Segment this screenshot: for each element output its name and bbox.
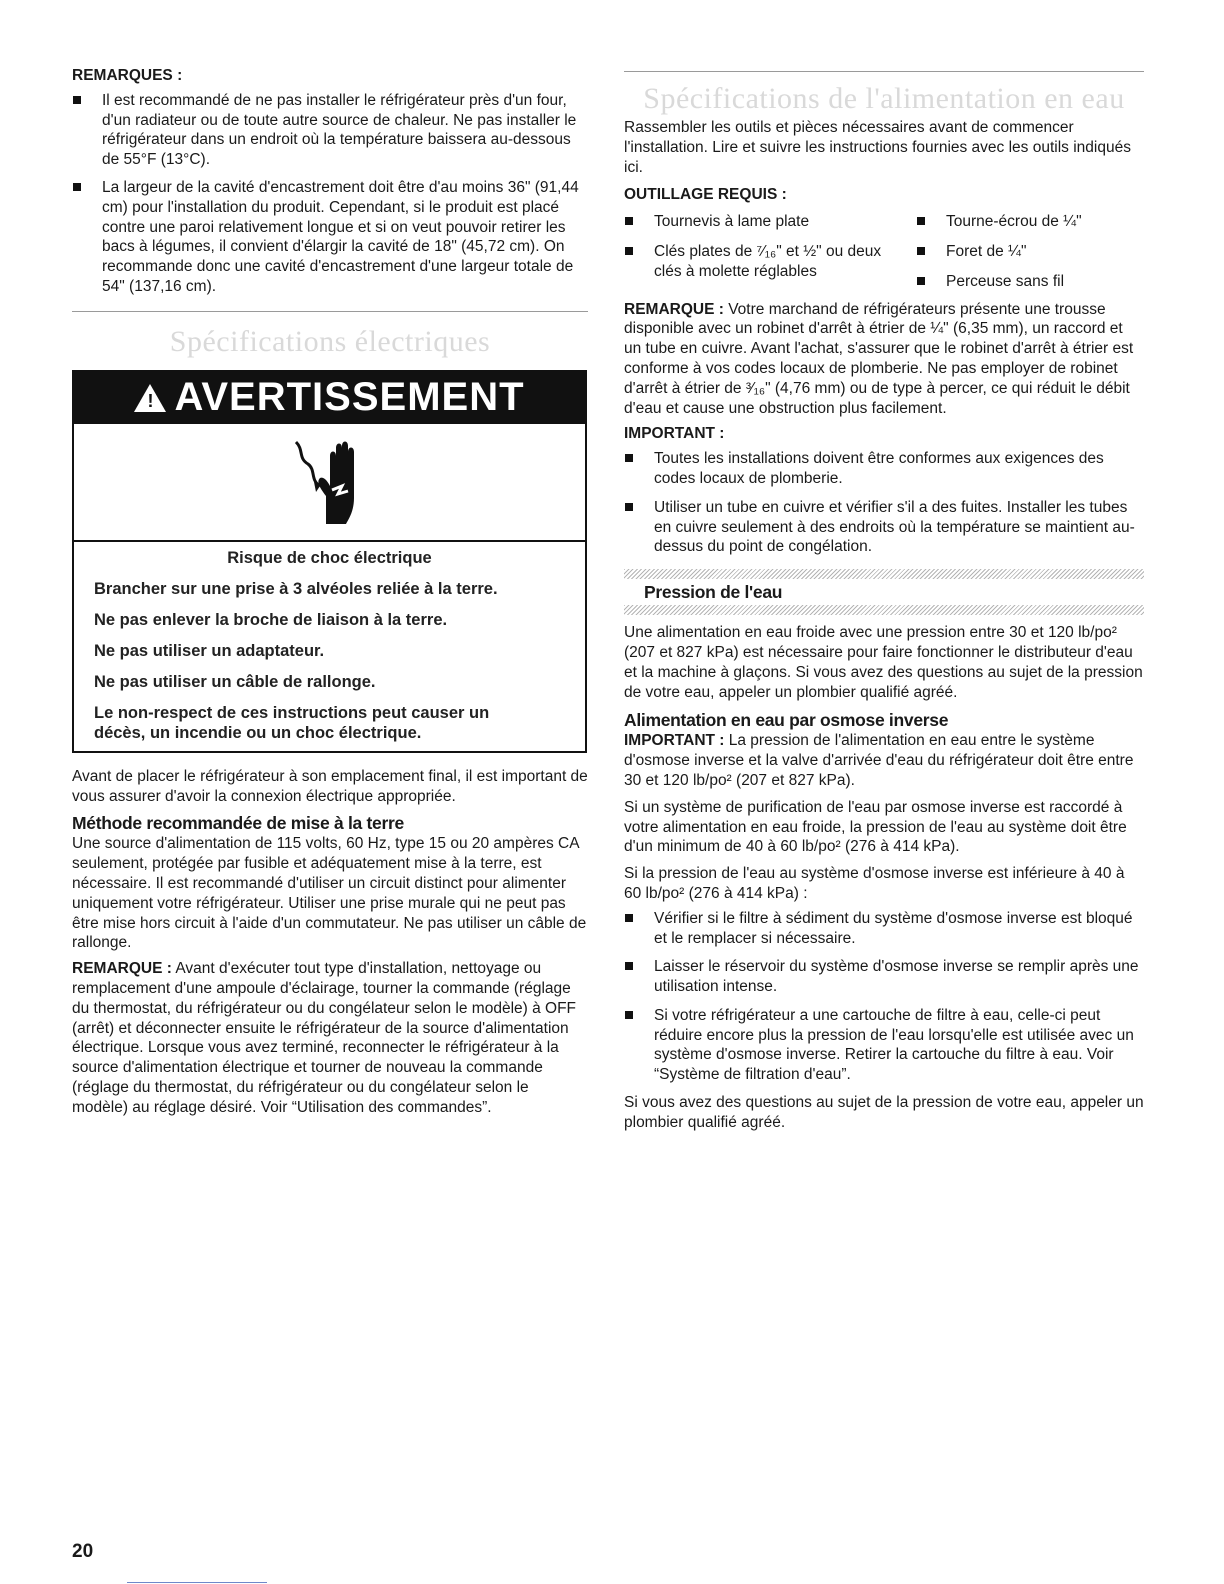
- water-intro-paragraph: Rassembler les outils et pièces nécessaires avant de commencer l'installation. Lire et suivre les instructions fournies avec les outils indiqués ici.: [624, 119, 1131, 176]
- section-title-water: Spécifications de l'alimentation en eau: [643, 82, 1125, 115]
- electric-shock-hand-icon: [74, 424, 585, 542]
- osmosis-heading: Alimentation en eau par osmose inverse: [624, 710, 949, 731]
- warning-line: Ne pas enlever la broche de liaison à la terre.: [94, 610, 448, 629]
- list-item: Il est recommandé de ne pas installer le réfrigérateur près d'un four, d'un radiateur ou de toute autre source de chaleur. Ne pas installer le réfrigérateur dans un endroit où la température baissera au-dessous de 55°F (13°C).: [72, 91, 588, 170]
- warning-triangle-icon: !: [134, 384, 166, 412]
- list-item: Clés plates de ⁷⁄₁₆" et ½" ou deux clés à molette réglables: [624, 242, 886, 282]
- note-paragraph: REMARQUE : Avant d'exécuter tout type d'installation, nettoyage ou remplacement d'une ampoule d'éclairage, tourner la commande (réglage du thermostat, du réfrigérateur ou du congélateur selon le modèle) à OFF (arrêt) et déconnecter ensuite le réfrigérateur de la source d'alimentation électrique. Lorsque vous avez terminé, reconnecter le réfrigérateur à la source d'alimentation électrique et tourner de nouveau la commande (réglage du thermostat, du réfrigérateur ou du congélateur selon le modèle) au réglage désiré. Voir “Utilisation des commandes”.: [72, 960, 577, 1116]
- list-item: Toutes les installations doivent être conformes aux exigences des codes locaux de plomberie.: [624, 449, 1144, 489]
- hatch-divider: [624, 605, 1144, 615]
- list-item: Si votre réfrigérateur a une cartouche de filtre à eau, celle-ci peut réduire encore plus la pression de l'eau lorsqu'elle est utilisée avec un système d'osmose inverse. Retirer la cartouche du filtre à eau. Voir “Système de filtration d'eau”.: [624, 1006, 1144, 1085]
- risk-title: Risque de choc électrique: [227, 548, 432, 567]
- osmosis-list: [624, 909, 1144, 1085]
- remarques-list: [72, 91, 588, 297]
- right-column: [624, 0, 1144, 1133]
- list-item: La largeur de la cavité d'encastrement doit être d'au moins 36" (91,44 cm) pour l'installation du produit. Cependant, si le produit est placé contre une paroi relativement longue et si on veut pouvoir retirer les bacs à légumes, il convient d'élargir la cavité de 18" (45,72 cm). On recommande donc une cavité d'encastrement d'une largeur totale de 54" (137,16 cm).: [72, 178, 588, 297]
- pressure-heading: Pression de l'eau: [644, 582, 783, 603]
- method-heading: Méthode recommandée de mise à la terre: [72, 813, 404, 834]
- page-number: 20: [72, 1541, 94, 1562]
- important-heading: IMPORTANT :: [624, 425, 725, 443]
- tools-column-1: [624, 212, 916, 301]
- list-item: Vérifier si le filtre à sédiment du système d'osmose inverse est bloqué et le remplacer si nécessaire.: [624, 909, 1144, 949]
- bullet-icon: [73, 96, 81, 104]
- section-divider: [624, 71, 1144, 72]
- warning-line: Le non-respect de ces instructions peut causer un décès, un incendie ou un choc électrique.: [94, 703, 490, 742]
- bullet-icon: [73, 183, 81, 191]
- bullet-icon: [625, 962, 633, 970]
- warning-box: [72, 370, 587, 753]
- list-item: Tourne-écrou de ¼": [916, 212, 1144, 232]
- warning-line: Ne pas utiliser un adaptateur.: [94, 641, 325, 660]
- footer-line: [127, 1582, 267, 1583]
- bullet-icon: [625, 503, 633, 511]
- warning-banner: [74, 372, 585, 424]
- hatch-divider: [624, 569, 1144, 579]
- warning-line: Ne pas utiliser un câble de rallonge.: [94, 672, 376, 691]
- osmosis-paragraph-1: Si un système de purification de l'eau par osmose inverse est raccordé à votre alimentation en eau froide, la pression de l'eau au système doit être d'un minimum de 40 à 60 lb/po² (276 à 414 kPa).: [624, 798, 1127, 856]
- bullet-icon: [917, 217, 925, 225]
- remarques-heading: REMARQUES :: [72, 67, 183, 84]
- tools-heading: OUTILLAGE REQUIS :: [624, 186, 787, 204]
- pressure-paragraph: Une alimentation en eau froide avec une pression entre 30 et 120 lb/po² (207 et 827 kPa) est nécessaire pour faire fonctionner le distributeur d'eau et la machine à glaçons. Si vous avez des questions au sujet de la pression de votre eau, appeler un plombier qualifié agréé.: [624, 624, 1143, 701]
- bullet-icon: [625, 217, 633, 225]
- intro-paragraph: Avant de placer le réfrigérateur à son emplacement final, il est important de vous assurer d'avoir la connexion électrique appropriée.: [72, 767, 588, 805]
- important-list: [624, 449, 1144, 557]
- bullet-icon: [625, 1011, 633, 1019]
- tools-column-2: [916, 212, 1144, 301]
- section-title-electrical: Spécifications électriques: [169, 324, 491, 358]
- left-column: [72, 0, 588, 1118]
- list-item: Utiliser un tube en cuivre et vérifier s'il a des fuites. Installer les tubes en cuivre seulement à des endroits où la température se maintient au-dessus du point de congélation.: [624, 498, 1144, 557]
- water-note-paragraph: REMARQUE : Votre marchand de réfrigérateurs présente une trousse disponible avec un robinet d'arrêt à étrier de ¼" (6,35 mm), un raccord et un tube en cuivre. Avant l'achat, s'assurer que le robinet d'arrêt à étrier est conforme à vos codes locaux de plomberie. Ne pas employer de robinet d'arrêt à étrier de ³⁄₁₆" (4,76 mm) ou de type à percer, ce qui réduit le débit d'eau et cause une obstruction plus facilement.: [624, 300, 1134, 417]
- bullet-icon: [917, 247, 925, 255]
- list-item: Perceuse sans fil: [916, 272, 1144, 292]
- list-item: Laisser le réservoir du système d'osmose inverse se remplir après une utilisation intense.: [624, 957, 1144, 997]
- bullet-icon: [625, 914, 633, 922]
- osmosis-paragraph-2: Si la pression de l'eau au système d'osmose inverse est inférieure à 40 à 60 lb/po² (276 à 414 kPa) :: [624, 865, 1125, 902]
- closing-paragraph: Si vous avez des questions au sujet de la pression de votre eau, appeler un plombier qualifié agréé.: [624, 1094, 1144, 1131]
- section-divider: [72, 311, 588, 312]
- method-paragraph: Une source d'alimentation de 115 volts, 60 Hz, type 15 ou 20 ampères CA seulement, protégée par fusible et adéquatement mise à la terre, est nécessaire. Il est recommandé d'utiliser un circuit distinct pour alimenter uniquement votre réfrigérateur. Utiliser une prise murale qui ne peut pas être mise hors circuit à l'aide d'un commutateur. Ne pas utiliser un câble de rallonge.: [72, 835, 587, 952]
- bullet-icon: [625, 247, 633, 255]
- bullet-icon: [917, 277, 925, 285]
- bullet-icon: [625, 454, 633, 462]
- warning-label: AVERTISSEMENT: [174, 375, 525, 420]
- warning-text: [74, 542, 585, 751]
- tools-list: [624, 212, 1144, 301]
- osmosis-important: IMPORTANT : La pression de l'alimentation en eau entre le système d'osmose inverse et la valve d'arrivée d'eau du réfrigérateur doit être entre 30 et 120 lb/po² (207 et 827 kPa).: [624, 732, 1134, 789]
- warning-line: Brancher sur une prise à 3 alvéoles reliée à la terre.: [94, 579, 498, 598]
- list-item: Tournevis à lame plate: [624, 212, 916, 232]
- list-item: Foret de ¼": [916, 242, 1144, 262]
